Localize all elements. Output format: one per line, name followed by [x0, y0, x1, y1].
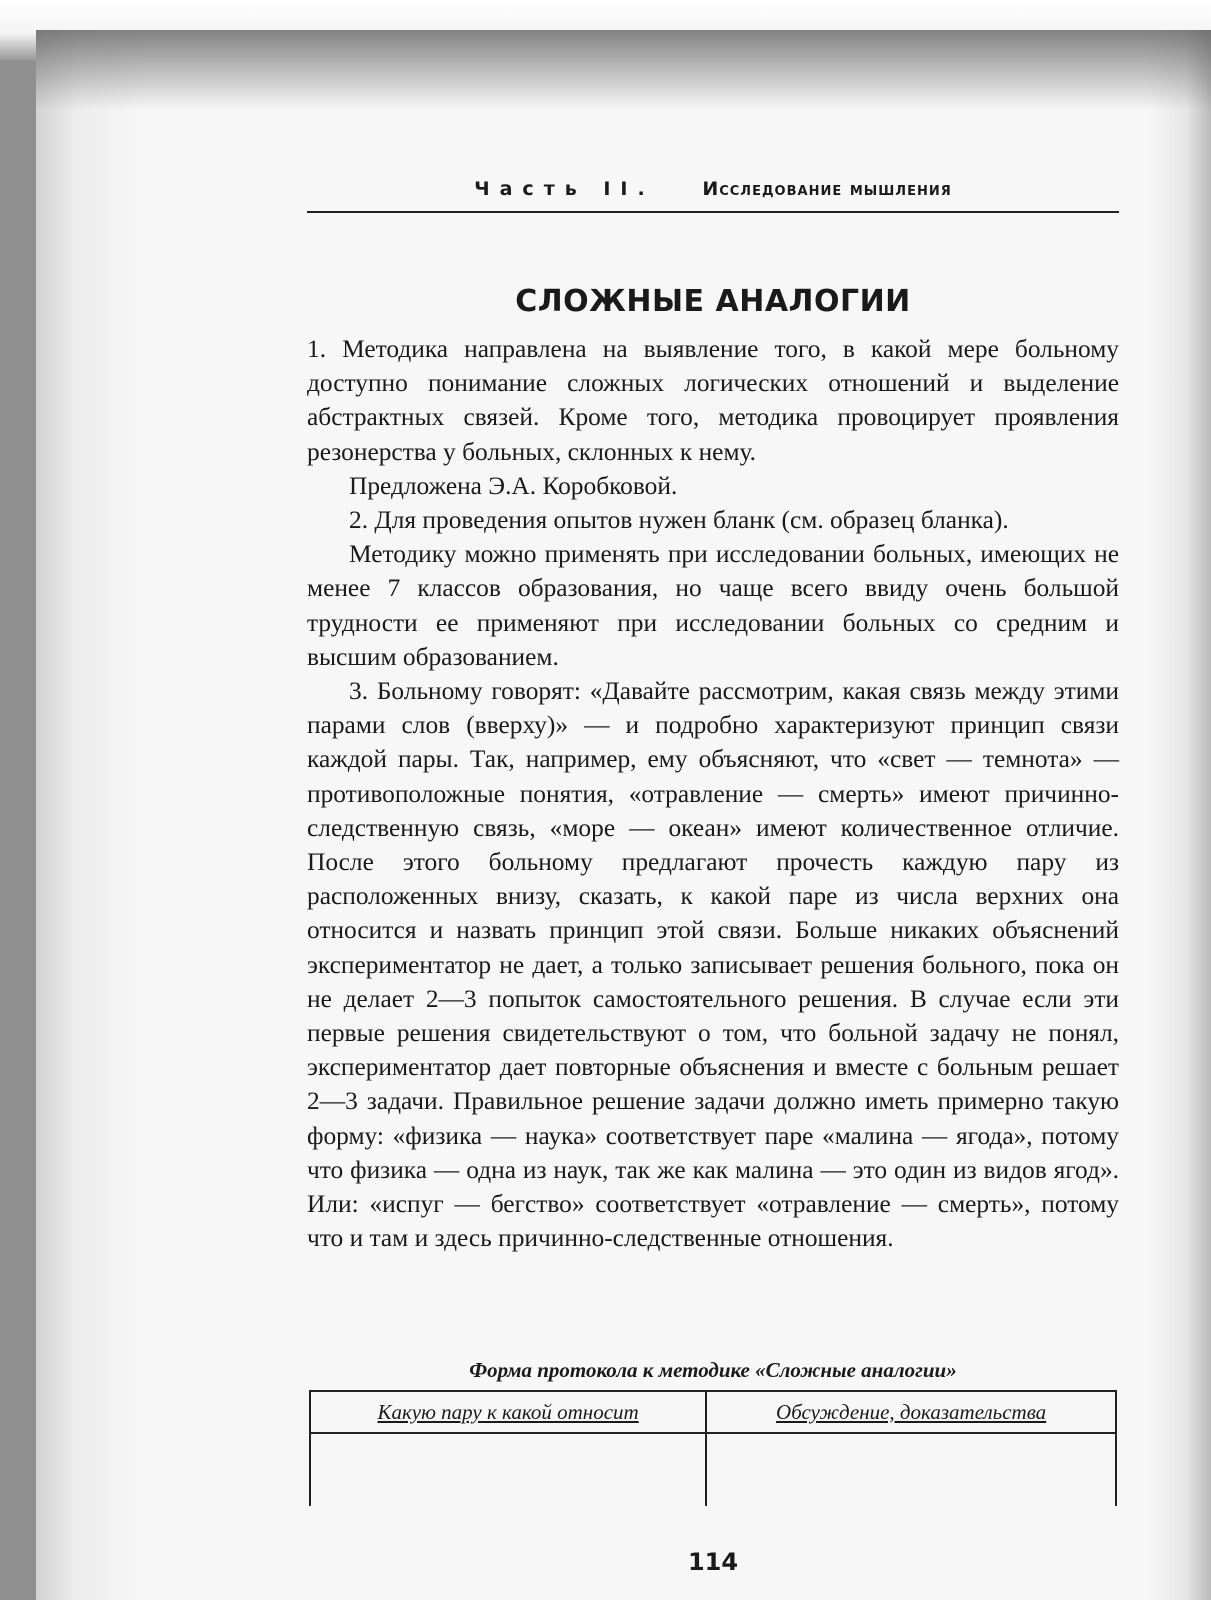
table-caption: Форма протокола к методике «Сложные аналогии»: [469, 1358, 957, 1382]
running-header: [307, 178, 1119, 200]
header-part: Часть II.: [474, 178, 655, 200]
table-header-discussion: Обсуждение, доказательства: [706, 1391, 1116, 1433]
page-title: СЛОЖНЫЕ АНАЛОГИИ: [515, 284, 911, 319]
paragraph-3: 2. Для проведения опытов нужен бланк (см. образец бланка).: [349, 506, 1009, 535]
table-cell: [706, 1433, 1116, 1506]
header-rule: [307, 211, 1119, 213]
paragraph-2: Предложена Э.А. Коробковой.: [349, 471, 678, 500]
page-number: 114: [687, 1548, 739, 1576]
table-cell: [310, 1433, 706, 1506]
header-section: Исследование мышления: [702, 178, 952, 200]
table-header-pair: Какую пару к какой относит: [310, 1391, 706, 1433]
paragraph-1: 1. Методика направлена на выявление того, в какой мере больному доступно понимание сложных логических отношений и выделение абстрактных связей. Кроме того, методика провоцирует проявления резонерства у больных, склонных к нему.: [307, 335, 1119, 466]
body-text: [307, 332, 1119, 1255]
protocol-table: [309, 1390, 1117, 1506]
paragraph-4: Методику можно применять при исследовании больных, имеющих не менее 7 классов образования, но чаще всего ввиду очень большой трудности ее применяют при исследовании больных со средним и высшим образованием.: [307, 540, 1119, 671]
table-header-row: [310, 1391, 1116, 1433]
table-row: [310, 1433, 1116, 1506]
paragraph-5: 3. Больному говорят: «Давайте рассмотрим, какая связь между этими парами слов (вверху)» — и подробно характеризуют принцип связи каждой пары. Так, например, ему объясняют, что «свет — темнота» — противоположные понятия, «отравление — смерть» имеют причинно-следственную связь, «море — океан» имеют количественное отличие. После этого больному предлагают прочесть каждую пару из расположенных внизу, сказать, к какой паре из числа верхних она относится и назвать принцип этой связи. Больше никаких объяснений экспериментатор не дает, а только записывает решения больного, пока он не делает 2—3 попыток самостоятельного решения. В случае если эти первые решения свидетельствуют о том, что больной задачу не понял, экспериментатор дает повторные объяснения и вместе с больным решает 2—3 задачи. Правильное решение задачи должно иметь примерно такую форму: «физика — наука» соответствует паре «малина — ягода», потому что физика — одна из наук, так же как малина — это один из видов ягод». Или: «испуг — бегство» соответствует «отравление — смерть», потому что и там и здесь причинно-следственные отношения.: [307, 677, 1119, 1253]
